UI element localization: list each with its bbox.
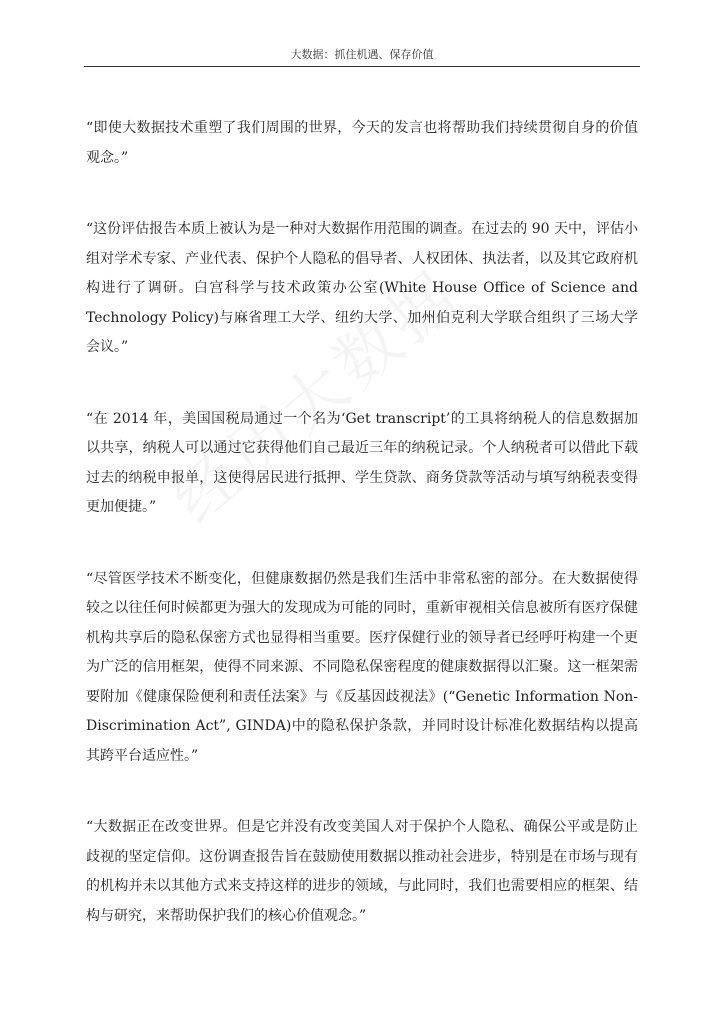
running-header: 大数据：抓住机遇、保存价值 [84, 44, 640, 67]
paragraph-2: “这份评估报告本质上被认为是一种对大数据作用范围的调查。在过去的 90 天中，评估小组对学术专家、产业代表、保护个人隐私的倡导者、人权团体、执法者，以及其它政府机构进行了调研。白宫科学与技术政策办公室(White House Office of Science and Technology Policy)与麻省理工大学、纽约大学、加州伯克利大学联合组织了三场大学会议。” [86, 221, 638, 355]
paragraph-4: “尽管医学技术不断变化，但健康数据仍然是我们生活中非常私密的部分。在大数据使得较之以往任何时候都更为强大的发现成为可能的同时，重新审视相关信息被所有医疗保健机构共享后的隐私保密方式也显得相当重要。医疗保健行业的领导者已经呼吁构建一个更为广泛的信用框架，使得不同来源、不同隐私保密程度的健康数据得以汇聚。这一框架需要附加《健康保险便利和责任法案》与《反基因歧视法》(“Genetic Information Non-Discrimination Act”, GINDA)中的隐私保护条款，并同时设计标准化数据结构以提高其跨平台适应性。” [86, 570, 638, 764]
document-body [86, 114, 638, 973]
paragraph-1: “即使大数据技术重塑了我们周围的世界，今天的发言也将帮助我们持续贯彻自身的价值观念。” [86, 120, 638, 166]
paragraph-3: “在 2014 年，美国国税局通过一个名为‘Get transcript’的工具将纳税人的信息数据加以共享，纳税人可以通过它获得他们自己最近三年的纳税记录。个人纳税者可以借此下载过去的纳税申报单，这使得居民进行抵押、学生贷款、商务贷款等活动与填写纳税表变得更加便捷。” [86, 410, 638, 515]
paragraph-5: “大数据正在改变世界。但是它并没有改变美国人对于保护个人隐私、确保公平或是防止歧视的坚定信仰。这份调查报告旨在鼓励使用数据以推动社会进步，特别是在市场与现有的机构并未以其他方式来支持这样的进步的领域，与此同时，我们也需要相应的框架、结构与研究，来帮助保护我们的核心价值观念。” [86, 819, 638, 924]
